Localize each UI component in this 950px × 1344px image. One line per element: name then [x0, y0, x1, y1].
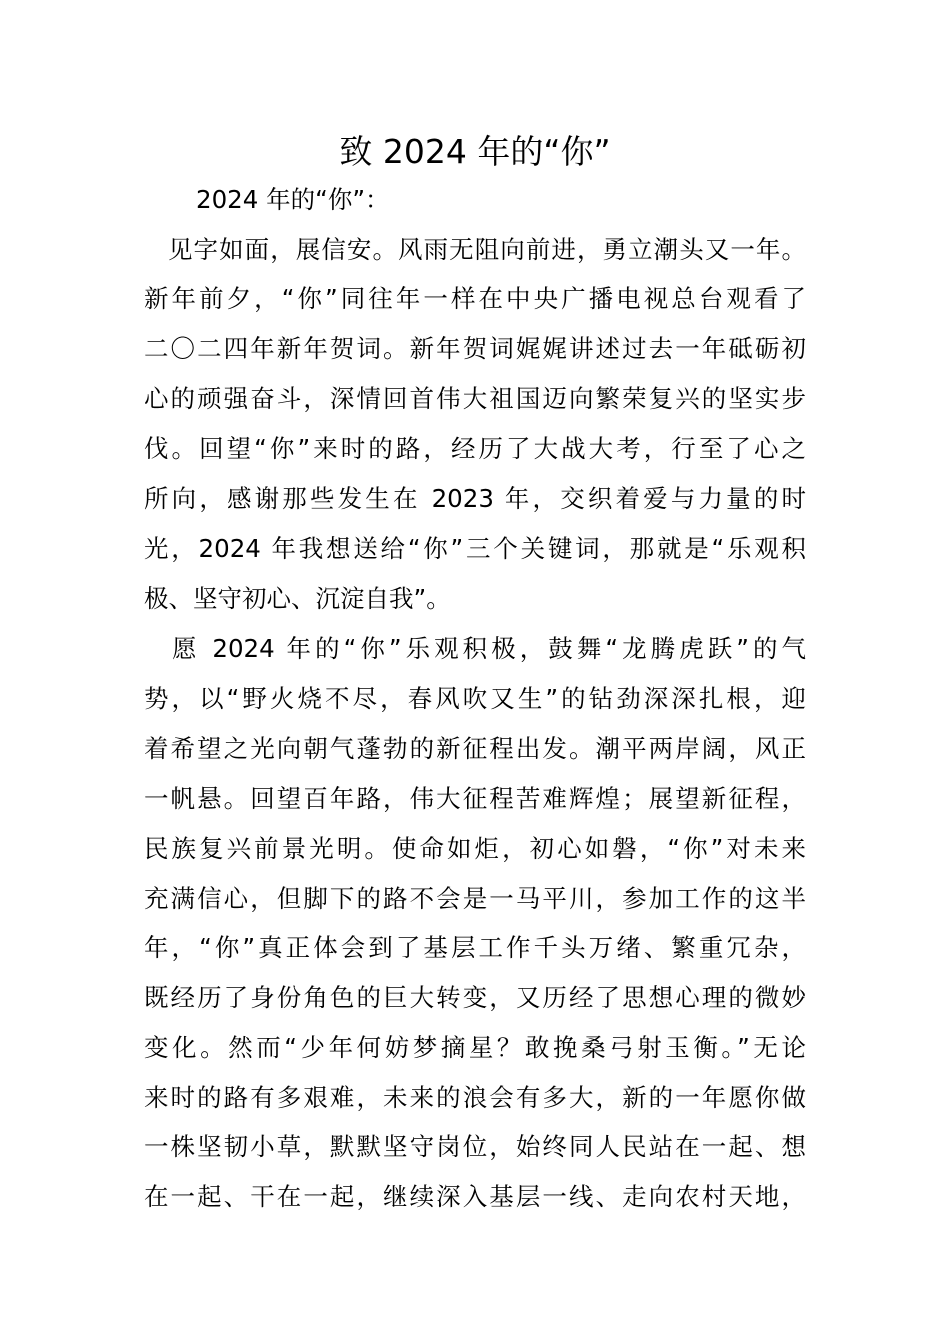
text-line: 伐。回望“你”来时的路，经历了大战大考，行至了心之	[144, 434, 806, 463]
text-line: 新年前夕，“你”同往年一样在中央广播电视总台观看了	[144, 284, 806, 313]
text-line: 一帆悬。回望百年路，伟大征程苦难辉煌；展望新征程，	[144, 784, 806, 813]
text-line: 变化。然而“少年何妨梦摘星？敢挽桑弓射玉衡。”无论	[144, 1033, 806, 1062]
text-line: 光，2024 年我想送给“你”三个关键词，那就是“乐观积	[144, 534, 806, 563]
text-line: 势，以“野火烧不尽，春风吹又生”的钻劲深深扎根，迎	[144, 684, 806, 713]
text-line: 民族复兴前景光明。使命如炬，初心如磐，“你”对未来	[144, 834, 806, 863]
text-line: 愿 2024 年的“你”乐观积极，鼓舞“龙腾虎跃”的气	[172, 634, 806, 663]
salutation: 2024 年的“你”：	[196, 185, 390, 214]
text-line: 心的顽强奋斗，深情回首伟大祖国迈向繁荣复兴的坚实步	[144, 384, 806, 413]
text-line: 见字如面，展信安。风雨无阻向前进，勇立潮头又一年。	[168, 235, 806, 264]
text-line: 充满信心，但脚下的路不会是一马平川，参加工作的这半	[144, 884, 806, 913]
text-line: 来时的路有多艰难，未来的浪会有多大，新的一年愿你做	[144, 1083, 806, 1112]
text-line: 着希望之光向朝气蓬勃的新征程出发。潮平两岸阔，风正	[144, 734, 806, 763]
text-line: 年，“你”真正体会到了基层工作千头万绪、繁重冗杂，	[144, 933, 806, 962]
text-line: 极、坚守初心、沉淀自我”。	[144, 584, 451, 613]
text-line: 一株坚韧小草，默默坚守岗位，始终同人民站在一起、想	[144, 1132, 806, 1161]
document-title: 致 2024 年的“你”	[339, 132, 611, 171]
text-line: 二〇二四年新年贺词。新年贺词娓娓讲述过去一年砥砺初	[144, 334, 806, 363]
text-line: 既经历了身份角色的巨大转变，又历经了思想心理的微妙	[144, 983, 806, 1012]
text-line: 所向，感谢那些发生在 2023 年，交织着爱与力量的时	[144, 484, 806, 513]
text-line: 在一起、干在一起，继续深入基层一线、走向农村天地，	[144, 1182, 806, 1211]
